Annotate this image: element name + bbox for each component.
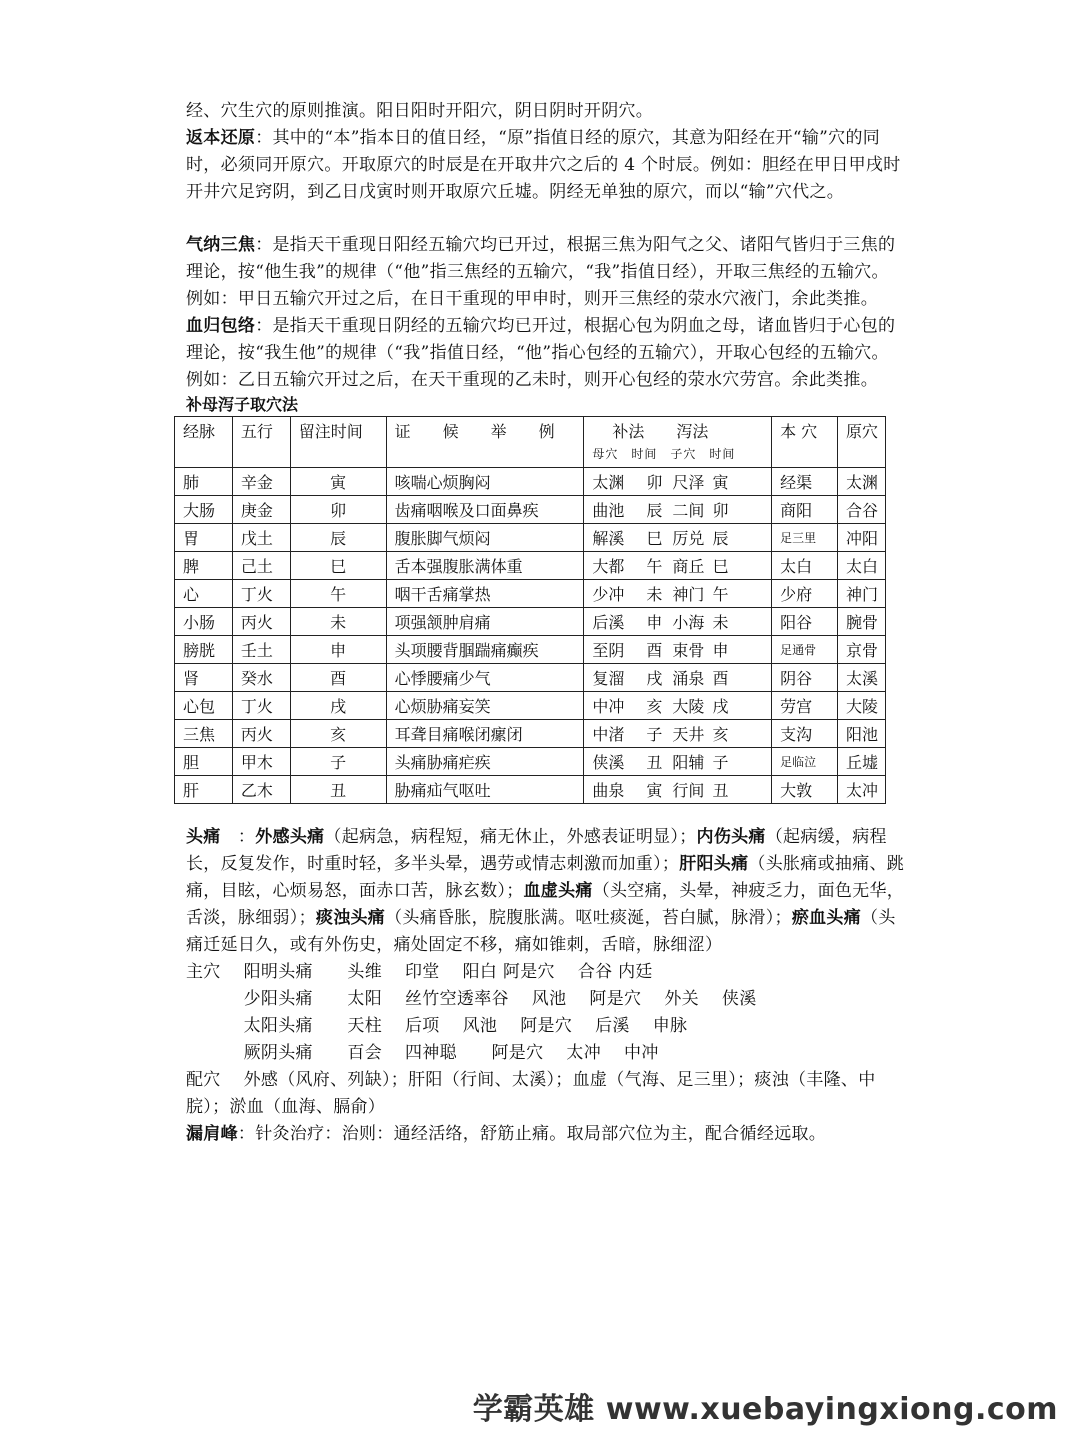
header-symptoms: 证 候 举 例 [386, 417, 584, 468]
table-row [175, 496, 886, 524]
cell-time: 巳 [290, 552, 386, 580]
cell-time: 寅 [290, 468, 386, 496]
cell-time: 辰 [290, 524, 386, 552]
cell-methods [584, 552, 772, 580]
cell-time: 丑 [290, 776, 386, 804]
table-row [175, 664, 886, 692]
mother-time: 卯 [646, 473, 663, 492]
table-row [175, 776, 886, 804]
child-point: 大陵 [672, 697, 705, 716]
cell-methods [584, 636, 772, 664]
mother-time: 丑 [646, 753, 663, 772]
cell-yuan: 阳池 [838, 720, 886, 748]
child-point: 天井 [672, 725, 705, 744]
child-point: 商丘 [672, 557, 705, 576]
mother-point: 侠溪 [592, 753, 625, 772]
cell-element: 乙木 [232, 776, 290, 804]
cell-yuan: 冲阳 [838, 524, 886, 552]
cell-element: 丙火 [232, 720, 290, 748]
paragraph-xuegui-baoluo: 血归包络：是指天干重现日阴经的五输穴均已开过，根据心包为阴血之母，诸血皆归于心包的理论，按“我生他”的规律（“我”指值日经，“他”指心包经的五输穴），开取心包经的五输穴。例如：乙日五输穴开过之后，在天干重现的乙未时，则开心包经的荥水穴劳宫。余此类推。 [186, 316, 896, 390]
cell-meridian: 小肠 [175, 608, 233, 636]
mother-point: 太渊 [592, 473, 625, 492]
cell-symptoms: 舌本强腹胀满体重 [386, 552, 584, 580]
cell-yuan: 大陵 [838, 692, 886, 720]
cell-element: 丁火 [232, 580, 290, 608]
cell-meridian: 脾 [175, 552, 233, 580]
mother-time: 酉 [646, 641, 663, 660]
term-yuxue-headache: 瘀血头痛 [791, 908, 862, 928]
mother-point: 中渚 [592, 725, 625, 744]
term-neishang-headache: 内伤头痛 [696, 827, 766, 847]
mother-time: 子 [646, 725, 663, 744]
table-row [175, 692, 886, 720]
cell-yuan: 京骨 [838, 636, 886, 664]
cell-yuan: 太渊 [838, 468, 886, 496]
cell-symptoms: 头项腰背腘踹痛癫疾 [386, 636, 584, 664]
child-point: 行间 [672, 781, 705, 800]
cell-methods [584, 608, 772, 636]
term-waigan-headache: 外感头痛 [255, 827, 325, 847]
cell-ben: 足通骨 [772, 636, 838, 664]
cell-methods [584, 580, 772, 608]
main-points-line: 主穴 阳明头痛 头维 印堂 阳白 阿是穴 合谷 内廷 [186, 962, 653, 982]
child-point: 阳辅 [672, 753, 705, 772]
cell-meridian: 胃 [175, 524, 233, 552]
cell-meridian: 心包 [175, 692, 233, 720]
child-point: 涌泉 [672, 669, 705, 688]
cell-ben: 阴谷 [772, 664, 838, 692]
term-xuexu-headache: 血虚头痛 [523, 881, 593, 901]
child-time: 午 [712, 585, 729, 604]
table-header-row [175, 417, 886, 468]
child-point: 束骨 [672, 641, 705, 660]
cell-ben: 太白 [772, 552, 838, 580]
cell-element: 壬土 [232, 636, 290, 664]
cell-ben: 经渠 [772, 468, 838, 496]
term-ganyang-headache: 肝阳头痛 [679, 854, 749, 874]
cell-ben: 阳谷 [772, 608, 838, 636]
table-row [175, 524, 886, 552]
cell-meridian: 大肠 [175, 496, 233, 524]
cell-meridian: 肾 [175, 664, 233, 692]
mother-point: 复溜 [592, 669, 625, 688]
table-row [175, 580, 886, 608]
table-row [175, 748, 886, 776]
cell-symptoms: 咽干舌痛掌热 [386, 580, 584, 608]
cell-ben: 商阳 [772, 496, 838, 524]
header-meridian: 经脉 [175, 417, 233, 468]
table-row [175, 720, 886, 748]
cell-methods [584, 720, 772, 748]
cell-element: 庚金 [232, 496, 290, 524]
child-point: 神门 [672, 585, 705, 604]
term-fanben-huanyuan: 返本还原 [186, 128, 256, 148]
term-xuegui-baoluo: 血归包络 [186, 316, 256, 336]
child-time: 辰 [712, 529, 729, 548]
mother-time: 戌 [646, 669, 663, 688]
child-time: 寅 [712, 473, 729, 492]
paragraph-intro-tail: 经、穴生穴的原则推演。阳日阳时开阳穴，阴日阴时开阴穴。 [186, 101, 654, 121]
cell-time: 卯 [290, 496, 386, 524]
cell-symptoms: 咳喘心烦胸闷 [386, 468, 584, 496]
mother-time: 亥 [646, 697, 663, 716]
main-points-line: 太阳头痛 天柱 后项 风池 阿是穴 后溪 申脉 [186, 1016, 688, 1036]
watermark-text: 学霸英雄 www.xuebayingxiong.com [472, 1392, 1058, 1427]
cell-yuan: 太白 [838, 552, 886, 580]
mother-point: 解溪 [592, 529, 625, 548]
cell-element: 己土 [232, 552, 290, 580]
child-point: 二间 [672, 501, 705, 520]
cell-symptoms: 心悸腰痛少气 [386, 664, 584, 692]
child-time: 未 [712, 613, 729, 632]
cell-ben: 足三里 [772, 524, 838, 552]
main-points-line: 少阳头痛 太阳 丝竹空透率谷 风池 阿是穴 外关 侠溪 [186, 989, 757, 1009]
paragraph-peixue: 配穴 外感（风府、列缺）；肝阳（行间、太溪）；血虚（气海、足三里）；痰浊（丰隆、中脘）；淤血（血海、膈俞） [186, 1070, 876, 1117]
table-row [175, 636, 886, 664]
header-element: 五行 [232, 417, 290, 468]
paragraph-fanben-huanyuan: 返本还原：其中的“本”指本日的值日经，“原”指值日经的原穴，其意为阳经在开“输”穴的同时，必须同开原穴。开取原穴的时辰是在开取井穴之后的 4 个时辰。例如：胆经在甲日甲戌时开井穴足窍阴，到乙日戊寅时则开取原穴丘墟。阴经无单独的原穴，而以“输”穴代之。 [186, 128, 901, 202]
child-time: 丑 [712, 781, 729, 800]
cell-yuan: 太冲 [838, 776, 886, 804]
main-points-line: 厥阴头痛 百会 四神聪 阿是穴 太冲 中冲 [186, 1043, 659, 1063]
cell-time: 酉 [290, 664, 386, 692]
term-qina-sanjiao: 气纳三焦 [186, 235, 256, 255]
acupoint-table [174, 416, 886, 804]
cell-ben: 支沟 [772, 720, 838, 748]
mother-point: 曲池 [592, 501, 625, 520]
cell-element: 丙火 [232, 608, 290, 636]
term-loujianfeng: 漏肩峰 [186, 1124, 238, 1144]
child-time: 卯 [712, 501, 729, 520]
child-time: 亥 [712, 725, 729, 744]
cell-yuan: 丘墟 [838, 748, 886, 776]
cell-ben: 劳宫 [772, 692, 838, 720]
child-time: 戌 [712, 697, 729, 716]
cell-methods [584, 748, 772, 776]
paragraph-qina-sanjiao: 气纳三焦：是指天干重现日阳经五输穴均已开过，根据三焦为阳气之父、诸阳气皆归于三焦的理论，按“他生我”的规律（“他”指三焦经的五输穴，“我”指值日经），开取三焦经的五输穴。例如：甲日五输穴开过之后，在日干重现的甲申时，则开三焦经的荥水穴液门，余此类推。 [186, 235, 896, 309]
mother-point: 至阴 [592, 641, 625, 660]
table-title: 补母泻子取穴法 [186, 395, 299, 414]
cell-symptoms: 项强颔肿肩痛 [386, 608, 584, 636]
cell-yuan: 合谷 [838, 496, 886, 524]
paragraph-loujianfeng: 漏肩峰：针灸治疗：治则：通经活络，舒筋止痛。取局部穴位为主，配合循经远取。 [186, 1124, 827, 1144]
mother-point: 大都 [592, 557, 625, 576]
table-row [175, 468, 886, 496]
child-point: 小海 [672, 613, 705, 632]
term-tanzhuo-headache: 痰浊头痛 [315, 908, 386, 928]
header-time: 留注时间 [290, 417, 386, 468]
child-time: 子 [712, 753, 729, 772]
cell-yuan: 神门 [838, 580, 886, 608]
table-row [175, 608, 886, 636]
paragraph-headache: 头痛 ：外感头痛（起病急，病程短，痛无休止，外感表证明显）；内伤头痛（起病缓，病程长，反复发作，时重时轻，多半头晕，遇劳或情志刺激而加重）；肝阳头痛（头胀痛或抽痛、跳痛，目眩，心烦易怒，面赤口苦，脉玄数）；血虚头痛（头空痛，头晕，神疲乏力，面色无华，舌淡，脉细弱）；痰浊头痛（头痛昏胀，脘腹胀满。呕吐痰涎，苔白腻，脉滑）；瘀血头痛（头痛迁延日久，或有外伤史，痛处固定不移，痛如锥刺，舌暗，脉细涩） [186, 827, 905, 955]
child-point: 厉兑 [672, 529, 705, 548]
mother-point: 中冲 [592, 697, 625, 716]
header-ben: 本 穴 [772, 417, 838, 468]
mother-point: 少冲 [592, 585, 625, 604]
header-methods-sub: 母穴 时间 子穴 时间 [592, 447, 736, 461]
cell-methods [584, 468, 772, 496]
term-headache: 头痛 [186, 827, 221, 847]
mother-time: 午 [646, 557, 663, 576]
child-time: 巳 [712, 557, 729, 576]
cell-element: 辛金 [232, 468, 290, 496]
cell-meridian: 胆 [175, 748, 233, 776]
cell-yuan: 太溪 [838, 664, 886, 692]
cell-time: 午 [290, 580, 386, 608]
cell-meridian: 三焦 [175, 720, 233, 748]
cell-methods [584, 692, 772, 720]
mother-time: 未 [646, 585, 663, 604]
cell-yuan: 腕骨 [838, 608, 886, 636]
table-row [175, 552, 886, 580]
cell-ben: 少府 [772, 580, 838, 608]
cell-methods [584, 776, 772, 804]
cell-element: 丁火 [232, 692, 290, 720]
cell-symptoms: 心烦胁痛妄笑 [386, 692, 584, 720]
cell-time: 未 [290, 608, 386, 636]
document-page [183, 98, 906, 1148]
cell-time: 申 [290, 636, 386, 664]
cell-methods [584, 496, 772, 524]
cell-element: 癸水 [232, 664, 290, 692]
mother-time: 辰 [646, 501, 663, 520]
child-time: 酉 [712, 669, 729, 688]
cell-meridian: 心 [175, 580, 233, 608]
mother-point: 后溪 [592, 613, 625, 632]
mother-time: 申 [646, 613, 663, 632]
cell-methods [584, 664, 772, 692]
cell-symptoms: 胁痛疝气呕吐 [386, 776, 584, 804]
cell-element: 甲木 [232, 748, 290, 776]
mother-time: 寅 [646, 781, 663, 800]
cell-symptoms: 头痛胁痛疟疾 [386, 748, 584, 776]
cell-meridian: 肺 [175, 468, 233, 496]
child-point: 尺泽 [672, 473, 705, 492]
cell-symptoms: 齿痛咽喉及口面鼻疾 [386, 496, 584, 524]
cell-time: 亥 [290, 720, 386, 748]
cell-time: 戌 [290, 692, 386, 720]
cell-meridian: 膀胱 [175, 636, 233, 664]
cell-ben: 足临泣 [772, 748, 838, 776]
header-methods: 补法 泻法 母穴 时间 子穴 时间 [584, 417, 772, 468]
cell-time: 子 [290, 748, 386, 776]
cell-ben: 大敦 [772, 776, 838, 804]
cell-methods [584, 524, 772, 552]
header-yuan: 原穴 [838, 417, 886, 468]
mother-time: 巳 [646, 529, 663, 548]
mother-point: 曲泉 [592, 781, 625, 800]
cell-element: 戊土 [232, 524, 290, 552]
cell-symptoms: 耳聋目痛喉闭瘰闭 [386, 720, 584, 748]
child-time: 申 [712, 641, 729, 660]
cell-meridian: 肝 [175, 776, 233, 804]
cell-symptoms: 腹胀脚气烦闷 [386, 524, 584, 552]
